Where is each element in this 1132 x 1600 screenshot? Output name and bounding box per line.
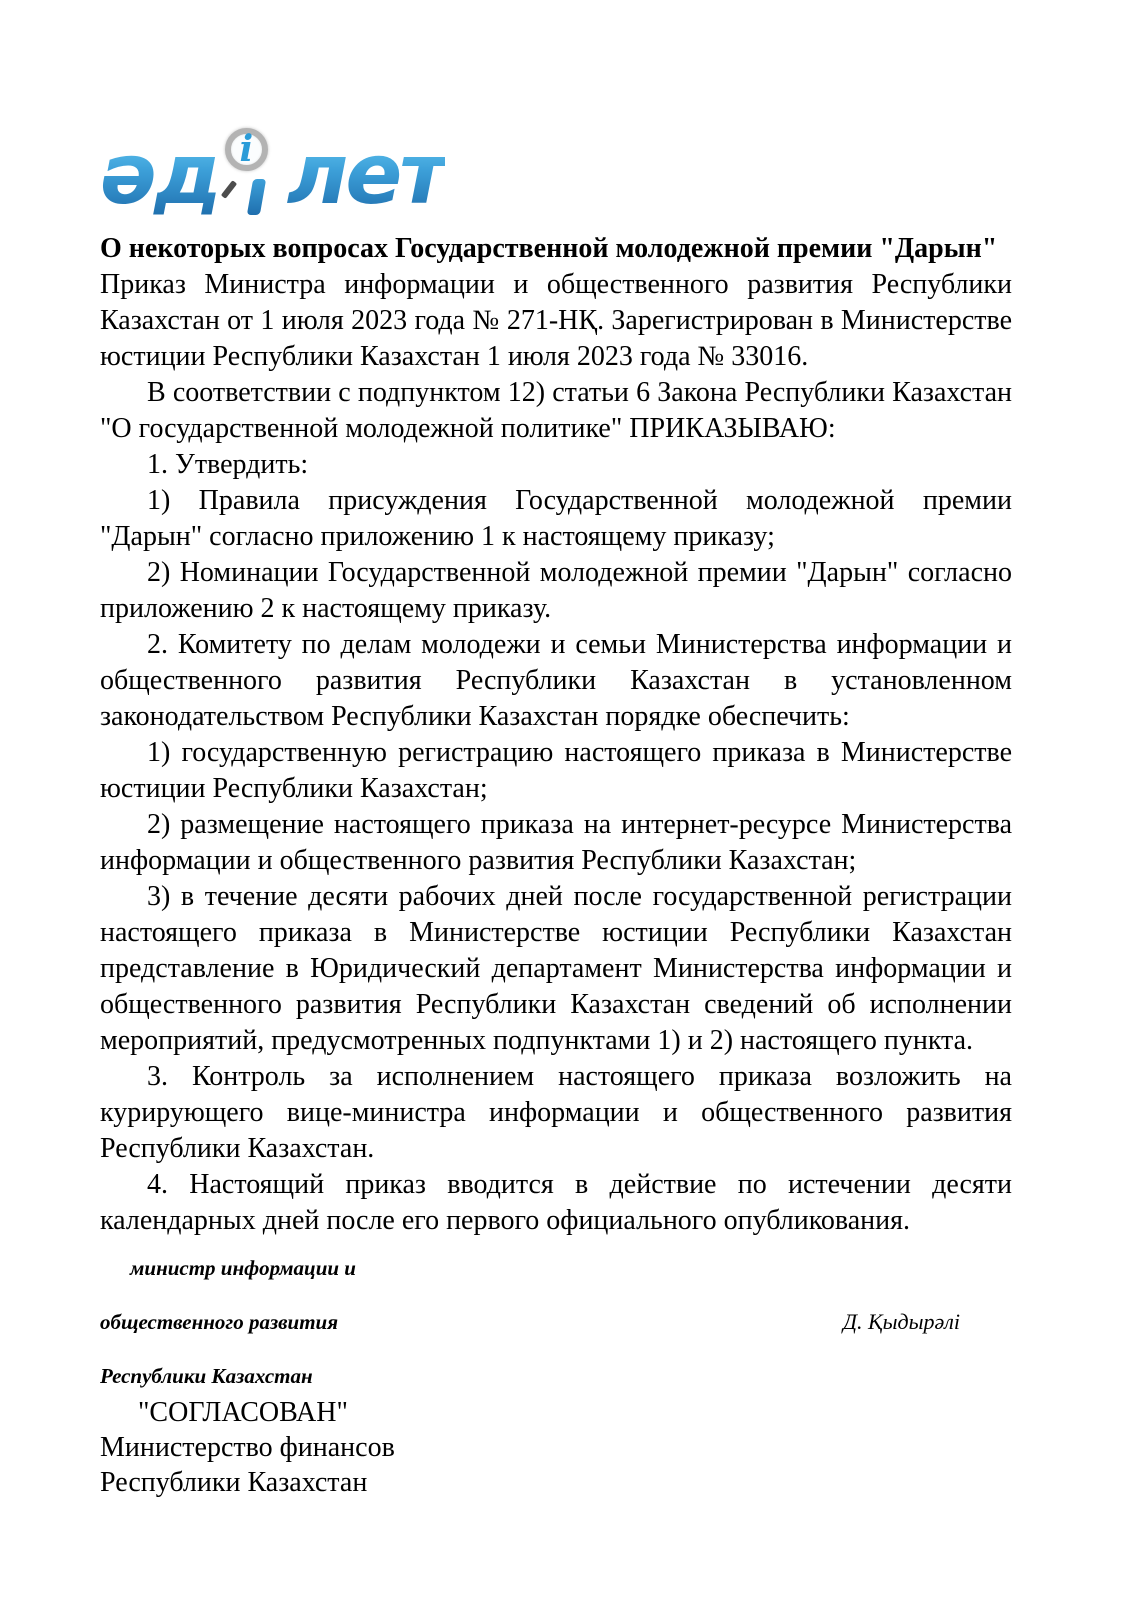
- paragraph-point-1-sub-2: 2) Номинации Государственной молодежной премии "Дарын" согласно приложению 2 к настоящему приказу.: [100, 557, 1012, 624]
- magnifier-icon: [223, 122, 285, 216]
- document-subtitle: Приказ Министра информации и общественного развития Республики Казахстан от 1 июля 2023 года № 271-НҚ. Зарегистрирован в Министерстве юстиции Республики Казахстан 1 июля 2023 года № 33016.: [100, 269, 1012, 372]
- paragraph-point-1-sub-1: 1) Правила присуждения Государственной молодежной премии "Дарын" согласно приложению 1 к настоящему приказу;: [100, 485, 1012, 552]
- logo-text-after: лет: [286, 125, 445, 223]
- paragraph-point-4: 4. Настоящий приказ вводится в действие по истечении десяти календарных дней после его первого официального опубликования.: [100, 1169, 1012, 1236]
- paragraph-preamble: В соответствии с подпунктом 12) статьи 6 Закона Республики Казахстан "О государственной молодежной политике" ПРИКАЗЫВАЮ:: [100, 377, 1012, 444]
- signatory-name: Д. Қыдырәлі: [842, 1309, 960, 1334]
- document-body: [100, 230, 1012, 1239]
- approval-status: "СОГЛАСОВАН": [138, 1397, 348, 1428]
- approval-org-line-2: Республики Казахстан: [100, 1467, 368, 1498]
- approval-org-line-1: Министерство финансов: [100, 1432, 395, 1463]
- signature-row: [100, 1309, 1012, 1335]
- paragraph-point-3: 3. Контроль за исполнением настоящего приказа возложить на курирующего вице-министра информации и общественного развития Республики Казахстан.: [100, 1061, 1012, 1164]
- paragraph-point-1: 1. Утвердить:: [147, 449, 309, 480]
- paragraph-point-2-sub-1: 1) государственную регистрацию настоящего приказа в Министерстве юстиции Республики Казахстан;: [100, 737, 1012, 804]
- letter-i-stem: [247, 179, 266, 215]
- magnified-letter: і: [239, 127, 254, 170]
- adilet-logo[interactable]: [100, 122, 1012, 223]
- logo-text-before: әд: [100, 125, 219, 223]
- magnifier-handle: [221, 180, 237, 199]
- signatory-role-line-3: Республики Казахстан: [100, 1364, 313, 1388]
- approval-block: [100, 1395, 1012, 1500]
- signature-block: [100, 1255, 1012, 1389]
- signatory-role-line-2: общественного развития: [100, 1310, 339, 1334]
- paragraph-point-2: 2. Комитету по делам молодежи и семьи Министерства информации и общественного развития Республики Казахстан в установленном законодательством Республики Казахстан порядке обеспечить:: [100, 629, 1012, 732]
- paragraph-point-2-sub-2: 2) размещение настоящего приказа на интернет-ресурсе Министерства информации и общественного развития Республики Казахстан;: [100, 809, 1012, 876]
- paragraph-point-2-sub-3: 3) в течение десяти рабочих дней после государственной регистрации настоящего приказа в Министерстве юстиции Республики Казахстан представление в Юридический департамент Министерства информации и общественного развития Республики Казахстан сведений об исполнении мероприятий, предусмотренных подпунктами 1) и 2) настоящего пункта.: [100, 881, 1012, 1056]
- magnifier-lens: [225, 128, 268, 171]
- document-title: О некоторых вопросах Государственной молодежной премии "Дарын": [100, 233, 998, 264]
- signatory-role-line-1: министр информации и: [130, 1256, 356, 1280]
